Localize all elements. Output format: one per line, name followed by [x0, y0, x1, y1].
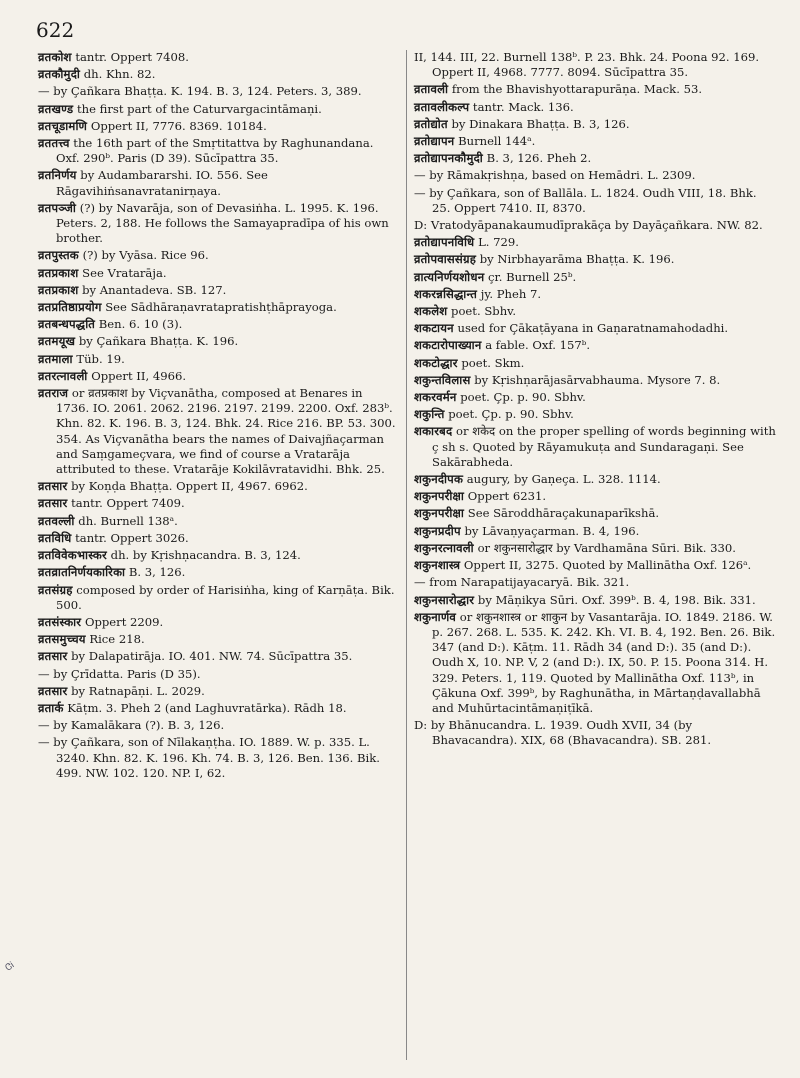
- entry-text: Rice 218.: [89, 632, 145, 647]
- catalogue-entry: [414, 610, 776, 716]
- catalogue-entry: [38, 667, 398, 682]
- entry-text: Tüb. 19.: [76, 351, 125, 366]
- entry-headword: शकुनपरीक्षा: [414, 489, 465, 504]
- catalogue-entry: [38, 718, 398, 733]
- catalogue-entry: [414, 718, 776, 748]
- entry-headword: व्रात्यनिर्णयशोधन: [414, 269, 485, 284]
- margin-pencil-mark: ᏣᎥ: [3, 960, 17, 974]
- entry-text: augury, by Gaṇeça. L. 328. 1114.: [466, 472, 661, 487]
- entry-text: See Vratarāja.: [82, 265, 167, 280]
- left-column: [38, 50, 398, 783]
- entry-text: B. 3, 126.: [128, 565, 186, 580]
- entry-headword: शकुनपरीक्षा: [414, 506, 465, 521]
- entry-text: Oppert II, 7776. 8369. 10184.: [90, 118, 267, 133]
- entry-text: B. 3, 126. Pheh 2.: [486, 151, 592, 166]
- entry-text: by Koṇḍa Bhaṭṭa. Oppert II, 4967. 6962.: [71, 479, 308, 494]
- catalogue-entry: [38, 84, 398, 99]
- catalogue-entry: [38, 300, 398, 315]
- entry-text: by Çañkara Bhaṭṭa. K. 196.: [78, 334, 239, 349]
- entry-headword: शकरन्नसिद्धान्त: [414, 286, 478, 301]
- entry-headword: शकुनसारोद्धार: [414, 592, 475, 607]
- entry-headword: शकुनार्णव: [414, 609, 457, 624]
- catalogue-entry: [414, 407, 776, 422]
- entry-text: II, 144. III, 22. Burnell 138ᵇ. P. 23. Bhk. 24. Poona 92. 169. Oppert II, 4968. 7777. 8094. Sūcīpattra 35.: [414, 50, 760, 80]
- entry-headword: व्रतपुस्तक: [38, 248, 79, 263]
- entry-text: tantr. Oppert 7408.: [75, 50, 189, 64]
- catalogue-entry: [414, 558, 776, 573]
- entry-headword: व्रतचूडामणि: [38, 118, 88, 133]
- entry-headword: व्रतविधि: [38, 530, 72, 545]
- catalogue-entry: [38, 334, 398, 349]
- entry-headword: व्रतविवेकभास्कर: [38, 548, 107, 563]
- entry-headword: व्रतसमुच्चय: [38, 632, 86, 647]
- catalogue-entry: [414, 506, 776, 521]
- entry-headword: व्रतराज: [38, 386, 69, 401]
- catalogue-entry: [38, 615, 398, 630]
- entry-headword: व्रतखण्ड: [38, 101, 74, 116]
- entry-text: by Anantadeva. SB. 127.: [82, 282, 227, 297]
- catalogue-entry: [414, 373, 776, 388]
- right-column: [414, 50, 776, 751]
- entry-headword: व्रतबन्धपद्धति: [38, 317, 96, 332]
- entry-headword: व्रतोद्यापन: [414, 134, 455, 149]
- entry-text: poet. Skm.: [461, 355, 525, 370]
- entry-headword: व्रतमाला: [38, 351, 73, 366]
- catalogue-entry: [414, 304, 776, 319]
- entry-headword: व्रतकौमुदी: [38, 67, 81, 82]
- catalogue-entry: [414, 218, 776, 233]
- entry-headword: व्रतमयूख: [38, 334, 76, 349]
- entry-headword: व्रतसार: [38, 496, 68, 511]
- entry-headword: व्रतरत्नावली: [38, 368, 88, 383]
- catalogue-entry: [414, 82, 776, 97]
- catalogue-entry: [414, 472, 776, 487]
- catalogue-entry: [38, 479, 398, 494]
- entry-text: D: by Bhānucandra. L. 1939. Oudh XVII, 34 (by Bhavacandra). XIX, 68 (Bhavacandra). SB. 281.: [414, 718, 712, 748]
- entry-headword: व्रतोपवाससंग्रह: [414, 252, 477, 267]
- entry-headword: शकुनप्रदीप: [414, 523, 461, 538]
- catalogue-entry: [38, 632, 398, 647]
- entry-headword: व्रतपञ्जी: [38, 200, 77, 215]
- catalogue-entry: [38, 531, 398, 546]
- catalogue-entry: [414, 50, 776, 80]
- entry-text: tantr. Mack. 136.: [472, 99, 574, 114]
- entry-text: the 16th part of the Smṛtitattva by Raghunandana. Oxf. 290ᵇ. Paris (D 39). Sūcīpattra 35.: [56, 136, 374, 166]
- catalogue-entry: [38, 649, 398, 664]
- catalogue-entry: [38, 684, 398, 699]
- catalogue-entry: [38, 369, 398, 384]
- entry-headword: शकटोद्धार: [414, 355, 458, 370]
- entry-headword: व्रतसार: [38, 649, 68, 664]
- entry-text: dh. Burnell 138ᵃ.: [78, 513, 178, 528]
- catalogue-entry: [414, 134, 776, 149]
- entry-text: by Audambararshi. IO. 556. See Rāgavihiṅsanavratanirṇaya.: [56, 168, 268, 198]
- entry-headword: व्रततत्त्व: [38, 136, 70, 151]
- entry-text: by Lāvaṇyaçarman. B. 4, 196.: [464, 523, 640, 538]
- entry-text: Ben. 6. 10 (3).: [98, 317, 183, 332]
- catalogue-entry: [414, 168, 776, 183]
- entry-headword: व्रतोद्योत: [414, 116, 448, 131]
- catalogue-entry: [38, 701, 398, 716]
- entry-text: by Dalapatirāja. IO. 401. NW. 74. Sūcīpattra 35.: [71, 649, 353, 664]
- catalogue-entry: [38, 496, 398, 511]
- catalogue-entry: [414, 186, 776, 216]
- catalogue-entry: [38, 201, 398, 247]
- catalogue-entry: [414, 356, 776, 371]
- entry-headword: व्रतप्रकाश: [38, 265, 79, 280]
- entry-text: tantr. Oppert 3026.: [75, 530, 189, 545]
- catalogue-entry: [414, 541, 776, 556]
- entry-text: poet. Çp. p. 90. Sbhv.: [448, 407, 574, 422]
- catalogue-entry: [414, 235, 776, 250]
- column-divider: [406, 50, 407, 1060]
- entry-text: Oppert 2209.: [84, 614, 164, 629]
- entry-text: — by Çañkara Bhaṭṭa. K. 194. B. 3, 124. Peters. 3, 389.: [38, 84, 362, 99]
- catalogue-entry: [414, 117, 776, 132]
- catalogue-entry: [38, 136, 398, 166]
- entry-text: or व्रतप्रकाश by Viçvanātha, composed at Benares in 1736. IO. 2061. 2062. 2196. 2197. 2199. 2200. Oxf. 283ᵇ. Khn. 82. K. 196. B. 3, 124. Bhk. 24. Rice 216. BP. 53. 300. 354. As Viçvanātha bears the names of Daivajñaçarman and Saṃgameçvara, we find of course a Vratarāja attributed to these. Vratarāje Kokilāvratavidhi. Bhk. 25.: [56, 386, 396, 477]
- page-number: 622: [36, 18, 75, 42]
- entry-headword: शकलेश: [414, 304, 448, 319]
- entry-text: — by Çañkara, son of Nīlakaṇṭha. IO. 1889. W. p. 335. L. 3240. Khn. 82. K. 196. Kh. 74. B. 3, 126. Ben. 136. Bik. 499. NW. 102. 120. NP. I, 62.: [38, 735, 380, 780]
- entry-text: — by Kamalākara (?). B. 3, 126.: [38, 718, 225, 733]
- entry-headword: व्रतकोश: [38, 50, 72, 64]
- entry-text: Oppert II, 3275. Quoted by Mallinātha Oxf. 126ᵃ.: [463, 558, 752, 573]
- catalogue-entry: [38, 266, 398, 281]
- entry-text: Burnell 144ᵃ.: [458, 134, 536, 149]
- entry-text: poet. Çp. p. 90. Sbhv.: [460, 390, 586, 405]
- catalogue-entry: [38, 102, 398, 117]
- catalogue-entry: [38, 565, 398, 580]
- catalogue-entry: [414, 151, 776, 166]
- entry-headword: व्रतावली: [414, 82, 449, 97]
- entry-text: by Ratnapāṇi. L. 2029.: [71, 683, 205, 698]
- catalogue-entry: [414, 100, 776, 115]
- entry-headword: शकुन्ति: [414, 407, 445, 422]
- entry-headword: व्रतप्रकाश: [38, 282, 79, 297]
- entry-headword: व्रतवल्ली: [38, 513, 75, 528]
- entry-headword: शकारबद: [414, 424, 453, 439]
- entry-text: by Dinakara Bhaṭṭa. B. 3, 126.: [451, 116, 630, 131]
- catalogue-entry: [38, 514, 398, 529]
- entry-headword: व्रतोद्यापनविधि: [414, 235, 475, 250]
- entry-text: from the Bhavishyottarapurāṇa. Mack. 53.: [451, 82, 703, 97]
- catalogue-entry: [414, 252, 776, 267]
- catalogue-entry: [38, 67, 398, 82]
- entry-text: by Kṛishṇarājasārvabhauma. Mysore 7. 8.: [474, 372, 721, 387]
- entry-headword: व्रतसंस्कार: [38, 614, 82, 629]
- entry-text: — by Rāmakṛishṇa, based on Hemādri. L. 2309.: [414, 168, 696, 183]
- entry-text: a fable. Oxf. 157ᵇ.: [485, 338, 591, 353]
- catalogue-entry: [38, 583, 398, 613]
- entry-text: by Nirbhayarāma Bhaṭṭa. K. 196.: [479, 252, 675, 267]
- entry-headword: शकटायन: [414, 321, 454, 336]
- entry-text: (?) by Navarāja, son of Devasiṅha. L. 1995. K. 196. Peters. 2, 188. He follows the Samayapradīpa of his own brother.: [56, 200, 389, 246]
- entry-text: or शकेद on the proper spelling of words beginning with ç sh s. Quoted by Rāyamukuṭa and Sundaragaṇi. See Sakārabheda.: [432, 424, 776, 469]
- entry-headword: व्रतसार: [38, 683, 68, 698]
- entry-headword: व्रतप्रतिष्ठाप्रयोग: [38, 300, 102, 315]
- entry-headword: व्रतनिर्णय: [38, 168, 77, 183]
- entry-headword: व्रतव्रातनिर्णयकारिका: [38, 565, 126, 580]
- catalogue-entry: [414, 338, 776, 353]
- catalogue-entry: [38, 248, 398, 263]
- entry-headword: शकटारोपाख्यान: [414, 338, 482, 353]
- entry-text: Oppert II, 4966.: [91, 368, 187, 383]
- entry-headword: शकुनशास्त्र: [414, 558, 461, 573]
- catalogue-entry: [38, 50, 398, 65]
- catalogue-entry: [414, 575, 776, 590]
- catalogue-entry: [38, 548, 398, 563]
- catalogue-entry: [414, 270, 776, 285]
- entry-text: See Sāroddhāraçakunaparīkshā.: [467, 506, 660, 521]
- entry-text: See Sādhāraṇavratapratishṭhāprayoga.: [105, 300, 337, 315]
- entry-text: or शकुनसारोद्धार by Vardhamāna Sūri. Bik. 330.: [477, 540, 736, 555]
- entry-text: çr. Burnell 25ᵇ.: [488, 269, 577, 284]
- entry-headword: व्रतार्क: [38, 700, 64, 715]
- catalogue-entry: [38, 168, 398, 198]
- entry-headword: शकुन्तविलास: [414, 372, 471, 387]
- entry-text: (?) by Vyāsa. Rice 96.: [82, 248, 209, 263]
- entry-text: the first part of the Caturvargacintāmaṇi.: [76, 101, 322, 116]
- catalogue-entry: [414, 321, 776, 336]
- entry-text: poet. Sbhv.: [451, 304, 517, 319]
- catalogue-entry: [38, 352, 398, 367]
- entry-headword: व्रतावलीकल्प: [414, 99, 470, 114]
- catalogue-entry: [38, 283, 398, 298]
- catalogue-entry: [38, 386, 398, 477]
- entry-text: composed by order of Harisiṅha, king of Karṇāṭa. Bik. 500.: [56, 582, 395, 612]
- entry-text: dh. Khn. 82.: [83, 67, 156, 82]
- entry-text: L. 729.: [478, 235, 519, 250]
- catalogue-entry: [414, 424, 776, 470]
- catalogue-entry: [38, 735, 398, 781]
- entry-text: jy. Pheh 7.: [480, 286, 542, 301]
- catalogue-entry: [414, 390, 776, 405]
- entry-headword: शकुनरत्नावली: [414, 540, 474, 555]
- catalogue-entry: [414, 287, 776, 302]
- entry-headword: व्रतसंग्रह: [38, 582, 73, 597]
- entry-headword: शकरवर्मन: [414, 390, 457, 405]
- entry-text: tantr. Oppert 7409.: [71, 496, 185, 511]
- catalogue-entry: [38, 317, 398, 332]
- catalogue-entry: [414, 593, 776, 608]
- entry-text: used for Çākaṭāyana in Gaṇaratnamahodadhi.: [457, 321, 729, 336]
- entry-headword: शकुनदीपक: [414, 472, 464, 487]
- entry-headword: व्रतसार: [38, 479, 68, 494]
- entry-text: Oppert 6231.: [467, 489, 547, 504]
- catalogue-entry: [414, 489, 776, 504]
- entry-text: — by Çrīdatta. Paris (D 35).: [38, 666, 201, 681]
- catalogue-entry: [38, 119, 398, 134]
- entry-text: — by Çañkara, son of Ballāla. L. 1824. Oudh VIII, 18. Bhk. 25. Oppert 7410. II, 8370.: [414, 185, 757, 215]
- entry-text: — from Narapatijayacaryā. Bik. 321.: [414, 575, 630, 590]
- entry-headword: व्रतोद्यापनकौमुदी: [414, 151, 483, 166]
- entry-text: by Māṇikya Sūri. Oxf. 399ᵇ. B. 4, 198. Bik. 331.: [477, 592, 756, 607]
- entry-text: Kāṭm. 3. Pheh 2 (and Laghuvratārka). Rādh 18.: [67, 700, 347, 715]
- catalogue-entry: [414, 524, 776, 539]
- entry-text: D: Vratodyāpanakaumudīprakāça by Dayāçañkara. NW. 82.: [414, 218, 763, 233]
- entry-text: dh. by Kṛishṇacandra. B. 3, 124.: [110, 548, 301, 563]
- entry-text: or शकुनशास्त्र or शाकुन by Vasantarāja. IO. 1849. 2186. W. p. 267. 268. L. 535. K. 242. Kh. VI. B. 4, 192. Ben. 26. Bik. 347 (and D:). Kāṭm. 11. Rādh 34 (and D:). 35 (and D:). Oudh X, 10. NP. V, 2 (and D:). IX, 50. P. 15. Poona 314. H. 329. Peters. 1, 119. Quoted by Mallinātha Oxf. 113ᵇ, in Çākuna Oxf. 399ᵇ, by Raghunātha, in Mārtaṇḍavallabhā and Muhūrtacintāmaṇiṭīkā.: [432, 609, 776, 715]
